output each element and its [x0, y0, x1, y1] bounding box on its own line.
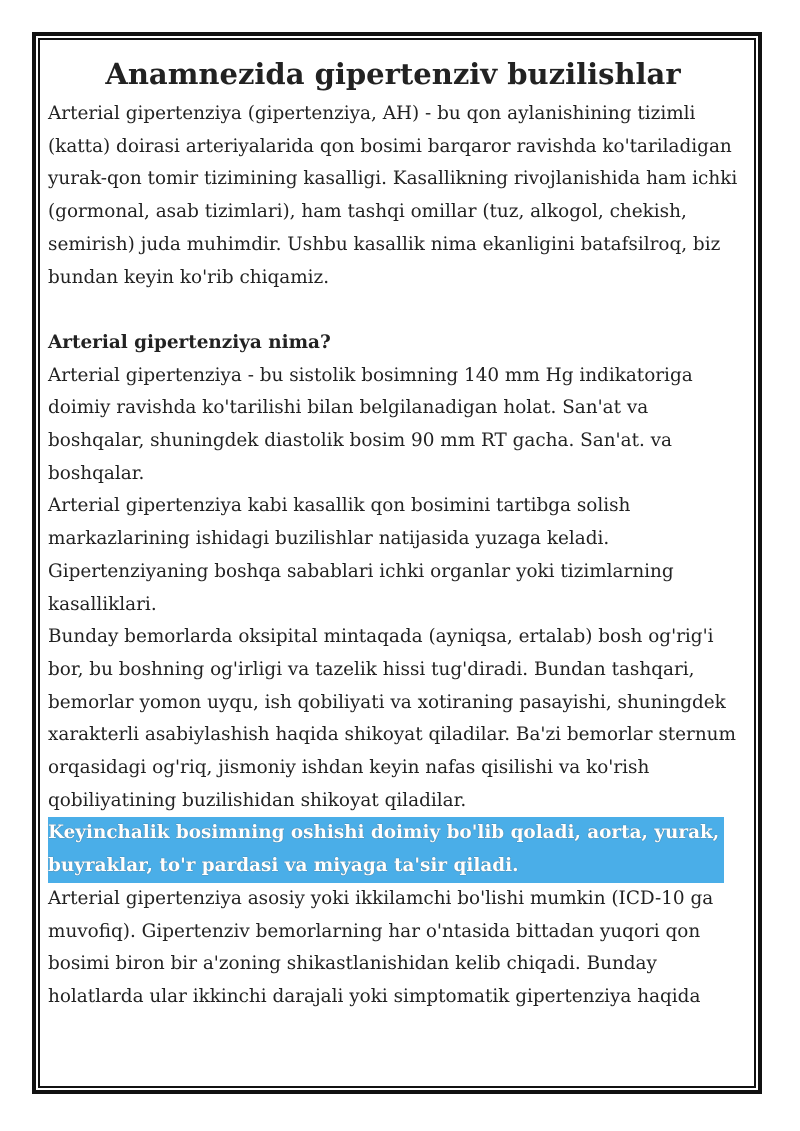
paragraph-symptoms: Bunday bemorlarda oksipital mintaqada (ayniqsa, ertalab) bosh og'rig'i bor, bu boshning og'irligi va tazelik hissi tug'diradi. Bundan tashqari, bemorlar yomon uyqu, ish qobiliyati va xotiraning pasayishi, shuningdek xarakterli asabiylashish haqida shikoyat qiladilar. Ba'zi bemorlar sternum orqasidagi og'riq, jismoniy ishdan keyin nafas qisilishi va ko'rish qobiliyatining buzilishidan shikoyat qiladilar. [48, 626, 736, 811]
paragraph-causes: Arterial gipertenziya kabi kasallik qon bosimini tartibga solish markazlarining ishidagi buzilishlar natijasida yuzaga keladi. Gipertenziyaning boshqa sabablari ichki organlar yoki tizimlarning kasalliklari. [48, 495, 674, 615]
section-heading: Arterial gipertenziya nima? [48, 331, 331, 353]
highlighted-paragraph: Keyinchalik bosimning oshishi doimiy bo'lib qoladi, aorta, yurak, buyraklar, to'r pardasi va miyaga ta'sir qiladi. [48, 817, 724, 882]
intro-paragraph: Arterial gipertenziya (gipertenziya, AH) - bu qon aylanishining tizimli (katta) doirasi arteriyalarida qon bosimi barqaror ravishda ko'tariladigan yurak-qon tomir tizimining kasalligi. Kasallikning rivojlanishida ham ichki (gormonal, asab tizimlari), ham tashqi omillar (tuz, alkogol, chekish, semirish) juda muhimdir. Ushbu kasallik nima ekanligini batafsilroq, biz bundan keyin ko'rib chiqamiz. [48, 103, 738, 288]
paragraph-classification: Arterial gipertenziya asosiy yoki ikkilamchi bo'lishi mumkin (ICD-10 ga muvofiq). Gipertenziv bemorlarning har o'ntasida bittadan yuqori qon bosimi biron bir a'zoning shikastlanishidan kelib chiqadi. Bunday holatlarda ular ikkinchi darajali yoki simptomatik gipertenziya haqida [48, 887, 714, 1007]
document-body [48, 52, 738, 1014]
blank-line [48, 294, 738, 327]
page-title: Anamnezida gipertenziv buzilishlar [105, 57, 681, 91]
paragraph-definition: Arterial gipertenziya - bu sistolik bosimning 140 mm Hg indikatoriga doimiy ravishda ko'tarilishi bilan belgilanadigan holat. San'at va boshqalar, shuningdek diastolik bosim 90 mm RT gacha. San'at. va boshqalar. [48, 364, 693, 484]
